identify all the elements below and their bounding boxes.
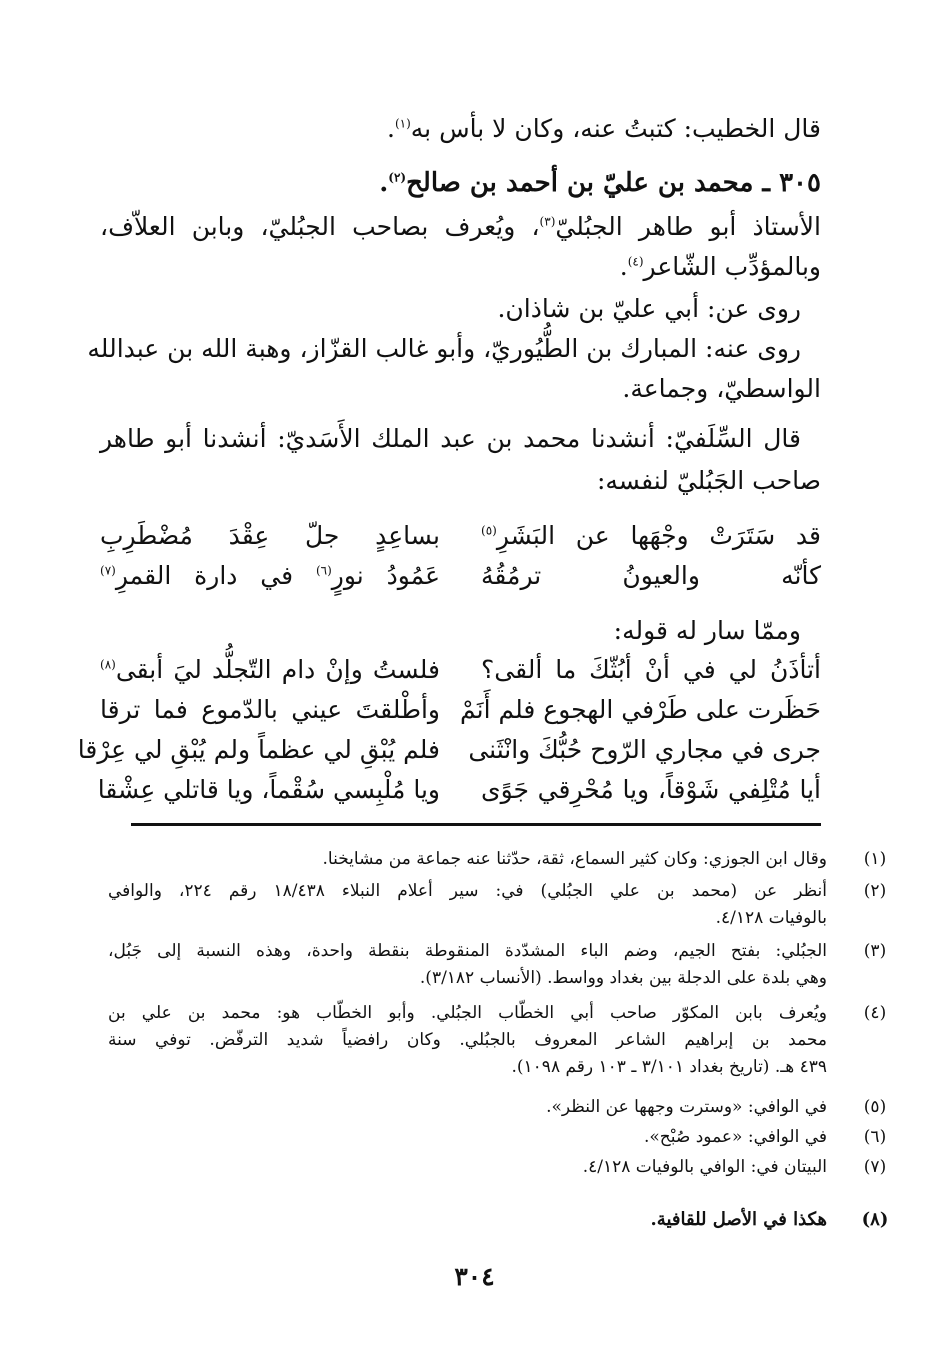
body-line <box>100 248 821 286</box>
verse-second-hemistich: فلستُ وإنْ دام التّجلُّد ليَ أبقى$^{(٨)}$ <box>100 655 440 684</box>
verse-first-hemistich: جرى في مجاري الرّوح حُبُّكَ وانْثَنى <box>468 735 821 764</box>
verse-row <box>77 730 821 770</box>
footnote-number: (٨) <box>861 1209 889 1230</box>
body-line <box>100 110 821 148</box>
footnote <box>108 1000 887 1081</box>
verse-second-hemistich: فلم يُبْقِ لي عظماً ولم يُبْقِ لي عِرْقا <box>77 735 440 764</box>
body-line <box>100 290 801 328</box>
verse-row <box>100 690 821 730</box>
verse-first-hemistich: كأنّه والعيونُ ترمُقُهُ <box>481 561 821 590</box>
line-text: قال الخطيب: كتبتُ عنه، وكان لا بأس به <box>410 114 821 143</box>
line-text: قال السِّلَفيّ: أنشدنا محمد بن عبد الملك الأَسَديّ: أنشدنا أبو طاهر <box>100 424 801 453</box>
footnote-ref[interactable]: (٨) <box>100 657 116 672</box>
footnote-number: (٦) <box>863 1127 887 1147</box>
footnote-line: وهي بلدة على الدجلة بين بغداد وواسط. (الأنساب ٣/١٨٢). <box>419 968 827 988</box>
footnote-line: الجبُلي: بفتح الجيم، وضم الباء المشدّدة المنقوطة بنقطة واحدة، وهذه النسبة إلى جَبُل، <box>108 941 827 961</box>
footnote-line: في الوافي: «عمود صُبْح». <box>643 1127 827 1147</box>
body-line <box>100 612 801 650</box>
line-punct: . <box>387 114 395 143</box>
footnote-number: (٢) <box>863 881 887 901</box>
footnote-ref[interactable]: (٦) <box>315 563 332 578</box>
verse-row <box>97 770 821 810</box>
footnote-ref[interactable]: (٤) <box>627 254 644 269</box>
line-text: الأستاذ أبو طاهر الجبُليّ <box>555 212 821 241</box>
footnote <box>108 846 887 873</box>
verse-first-hemistich: حَظَرت على طَرْفي الهجوع فلم أَنَمْ <box>460 695 821 724</box>
footnote-divider <box>131 823 821 826</box>
verse-second-hemistich: وأطْلقتَ عيني بالدّموع فما ترقا <box>100 695 440 724</box>
footnote-number: (٤) <box>863 1003 887 1023</box>
footnote-line: محمد بن إبراهيم الشاعر المعروف بالجبُلي. وكان رافضياً شديد الترفّض. توفي سنة <box>108 1030 827 1050</box>
footnote <box>108 1124 887 1151</box>
page-number: ٣٠٤ <box>454 1262 495 1291</box>
footnote-number: (٣) <box>863 941 887 961</box>
line-text: وبالمؤدِّب الشّاعر <box>643 252 821 281</box>
footnote-line: وقال ابن الجوزي: وكان كثير السماع، ثقة، حدّثنا عنه جماعة من مشايخنا. <box>322 849 827 869</box>
line-text: صاحب الجَبُليّ لنفسه: <box>596 466 821 495</box>
line-text: روى عن: أبي عليّ بن شاذان. <box>497 294 801 323</box>
line-text: الواسطيّ، وجماعة. <box>622 374 821 403</box>
body-line <box>100 208 821 246</box>
verse-second-hemistich: بساعِدٍ جلّ عِقْدَ مُضْطَرِبِ <box>100 521 440 550</box>
line-text: ، ويُعرف بصاحب الجبُليّ، وبابن العلاّف، <box>100 212 540 241</box>
body-line <box>100 462 821 500</box>
body-line <box>87 330 801 368</box>
footnote-ref[interactable]: (٥) <box>481 523 497 538</box>
footnote-line: بالوفيات ٤/١٢٨. <box>715 908 827 928</box>
footnote-ref[interactable]: (٧) <box>100 563 116 578</box>
footnote-line: أنظر عن (محمد بن علي الجبُلي) في: سير أعلام النبلاء ١٨/٤٣٨ رقم ٢٢٤، والوافي <box>108 881 827 901</box>
line-text: روى عنه: المبارك بن الطُّيُوريّ، وأبو غالب القزّاز، وهبة الله بن عبدالله <box>87 334 801 363</box>
footnote-line: ٤٣٩ هـ. (تاريخ بغداد ٣/١٠١ ـ ١٠٣ رقم ١٠٩٨). <box>511 1057 827 1077</box>
verse-first-hemistich: قد سَتَرَتْ وجْهَها عن البَشَرِ$^{(٥)}$ <box>481 521 821 550</box>
footnote-line: هكذا في الأصل للقافية. <box>650 1209 827 1230</box>
body-line <box>100 420 801 458</box>
body-line <box>100 370 821 408</box>
verse-second-hemistich: عَمُودُ نورٍ$^{(٦)}$ في دارة القمرِ$^{(٧)}$ <box>100 561 440 590</box>
footnote <box>108 1206 889 1233</box>
verse-first-hemistich: أتأذَنُ لي في أنْ أبُثّكَ ما ألقى؟ <box>481 655 821 684</box>
verse-row <box>100 650 821 690</box>
footnote-ref[interactable]: (١) <box>394 116 411 131</box>
footnote <box>108 1154 887 1181</box>
footnote-line: في الوافي: «وسترت وجهها عن النظر». <box>546 1097 827 1117</box>
line-punct: . <box>619 252 628 281</box>
footnote-number: (٧) <box>863 1157 887 1177</box>
verse-first-hemistich: أيا مُتْلِفي شَوْقاً، ويا مُحْرِقي جَوًى <box>481 775 821 804</box>
footnote-ref[interactable]: (٢) <box>388 170 407 185</box>
footnote-ref[interactable]: (٣) <box>539 214 556 229</box>
heading-text: ٣٠٥ ـ محمد بن عليّ بن أحمد بن صالح <box>406 168 821 198</box>
footnote-number: (٥) <box>863 1097 887 1117</box>
verse-row <box>100 556 821 596</box>
footnote-line: البيتان في: الوافي بالوفيات ٤/١٢٨. <box>582 1157 827 1177</box>
line-text: وممّا سار له قوله: <box>613 616 801 645</box>
verse-row <box>100 516 821 556</box>
footnote <box>108 938 887 992</box>
footnote-number: (١) <box>863 849 887 869</box>
entry-heading <box>100 164 821 202</box>
footnote <box>108 878 887 932</box>
footnote <box>108 1094 887 1121</box>
footnote-line: ويُعرف بابن المكوّر صاحب أبي الخطّاب الجبُلي. وأبو الخطّاب هو: محمد بن علي بن <box>108 1003 827 1023</box>
line-punct: . <box>379 168 389 198</box>
verse-second-hemistich: ويا مُلْبِسي سُقْماً، ويا قاتلي عِشْقا <box>97 775 440 804</box>
